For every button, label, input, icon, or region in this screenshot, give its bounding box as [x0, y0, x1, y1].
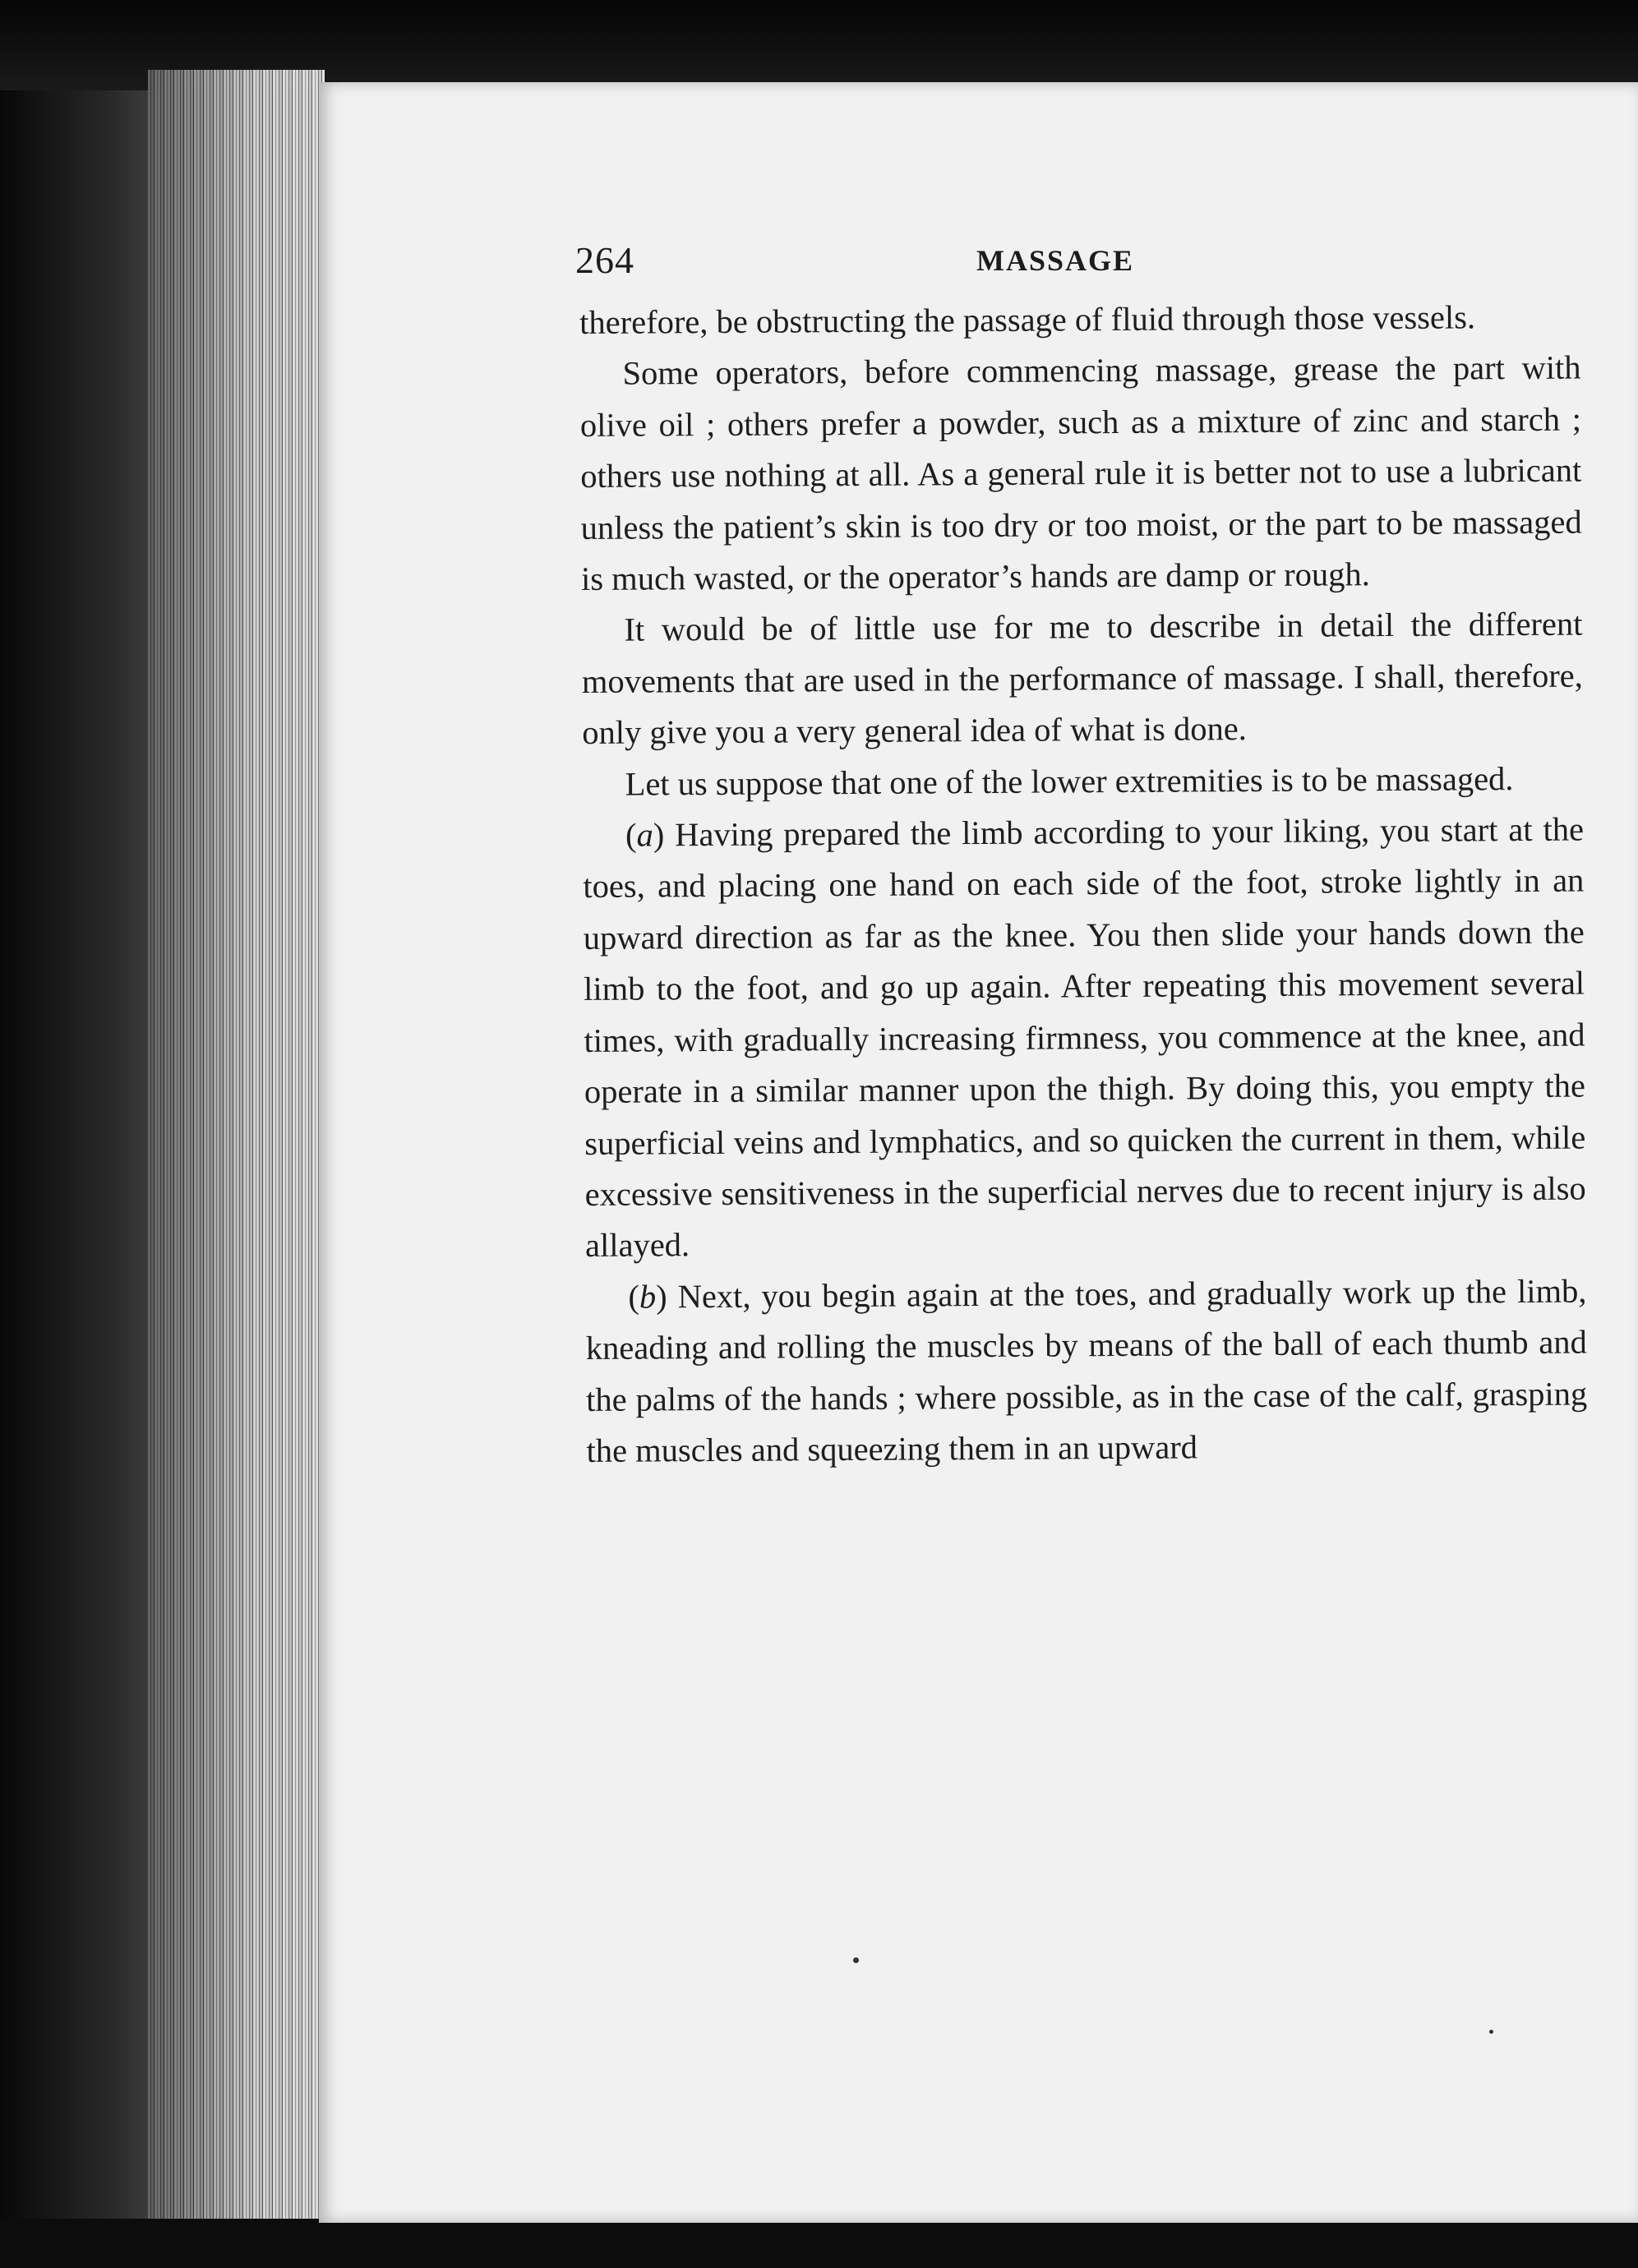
- scan-speck: [853, 1957, 859, 1963]
- paragraph-text: Next, you begin again at the toes, and gradually work up the limb, kneading and rolling the muscles by means of the ball of each thumb and the palms of the hands ; where possible, as in the case of the calf, grasping the muscles and squeezing them in an upward: [585, 1272, 1588, 1469]
- step-label: b: [639, 1278, 657, 1316]
- page-edge-shadow: [148, 70, 325, 2223]
- paragraph-movements: [581, 599, 1583, 759]
- paragraph-text: therefore, be obstructing the passage of fluid through those vessels.: [579, 298, 1476, 341]
- scan-speck: [1489, 2030, 1493, 2034]
- paragraph-lower-extremities: [582, 753, 1583, 810]
- body-text: [579, 292, 1588, 1477]
- paragraph-continuation: [579, 292, 1580, 349]
- scanner-background-left: [0, 0, 164, 2268]
- paragraph-text: Having prepared the limb according to your liking, you start at the toes, and placing one hand on each side of the foot, stroke lightly in an upward direction as far as the knee. You then slide your hands down the limb to the foot, and go up again. After repeating this movement several times, with gradually increasing firmness, you commence at the knee, and operate in a similar manner upon the thigh. By doing this, you empty the superficial veins and lymphatics, and so quicken the current in them, while excessive sensitiveness in the superficial nerves due to recent injury is also allayed.: [583, 810, 1586, 1265]
- paragraph-text: Let us suppose that one of the lower extremities is to be massaged.: [625, 759, 1514, 803]
- step-label: a: [636, 816, 653, 854]
- running-title: MASSAGE: [976, 244, 1135, 277]
- page-header: [575, 238, 1586, 288]
- paragraph-lubricants: [579, 343, 1582, 605]
- paragraph-step-b: (b) Next, you begin again at the toes, and gradually work up the limb, kneading and rolling the muscles by means of the ball of each thumb and the palms of the hands ; where possible, as in the case of the calf, grasping the muscles and squeezing them in an upward: [585, 1272, 1588, 1469]
- paragraph-step-a: (a) Having prepared the limb according to your liking, you start at the toes, and placing one hand on each side of the foot, stroke lightly in an upward direction as far as the knee. You then slide your hands down the limb to the foot, and go up again. After repeating this movement several times, with gradually increasing firmness, you commence at the knee, and operate in a similar manner upon the thigh. By doing this, you empty the superficial veins and lymphatics, and so quicken the current in them, while excessive sensitiveness in the superficial nerves due to recent injury is also allayed.: [583, 810, 1586, 1265]
- page-number: 264: [575, 239, 634, 281]
- scanner-background-bottom: [0, 2219, 1638, 2268]
- paragraph-text: Some operators, before commencing massage, grease the part with olive oil ; others prefer a powder, such as a mixture of zinc and starch ; others use nothing at all. As a general rule it is better not to use a lubricant unless the patient’s skin is too dry or too moist, or the part to be massaged is much wasted, or the operator’s hands are damp or rough.: [579, 348, 1582, 598]
- paragraph-text: It would be of little use for me to describe in detail the different movements that are used in the performance of massage. I shall, therefore, only give you a very general idea of what is done.: [581, 605, 1583, 752]
